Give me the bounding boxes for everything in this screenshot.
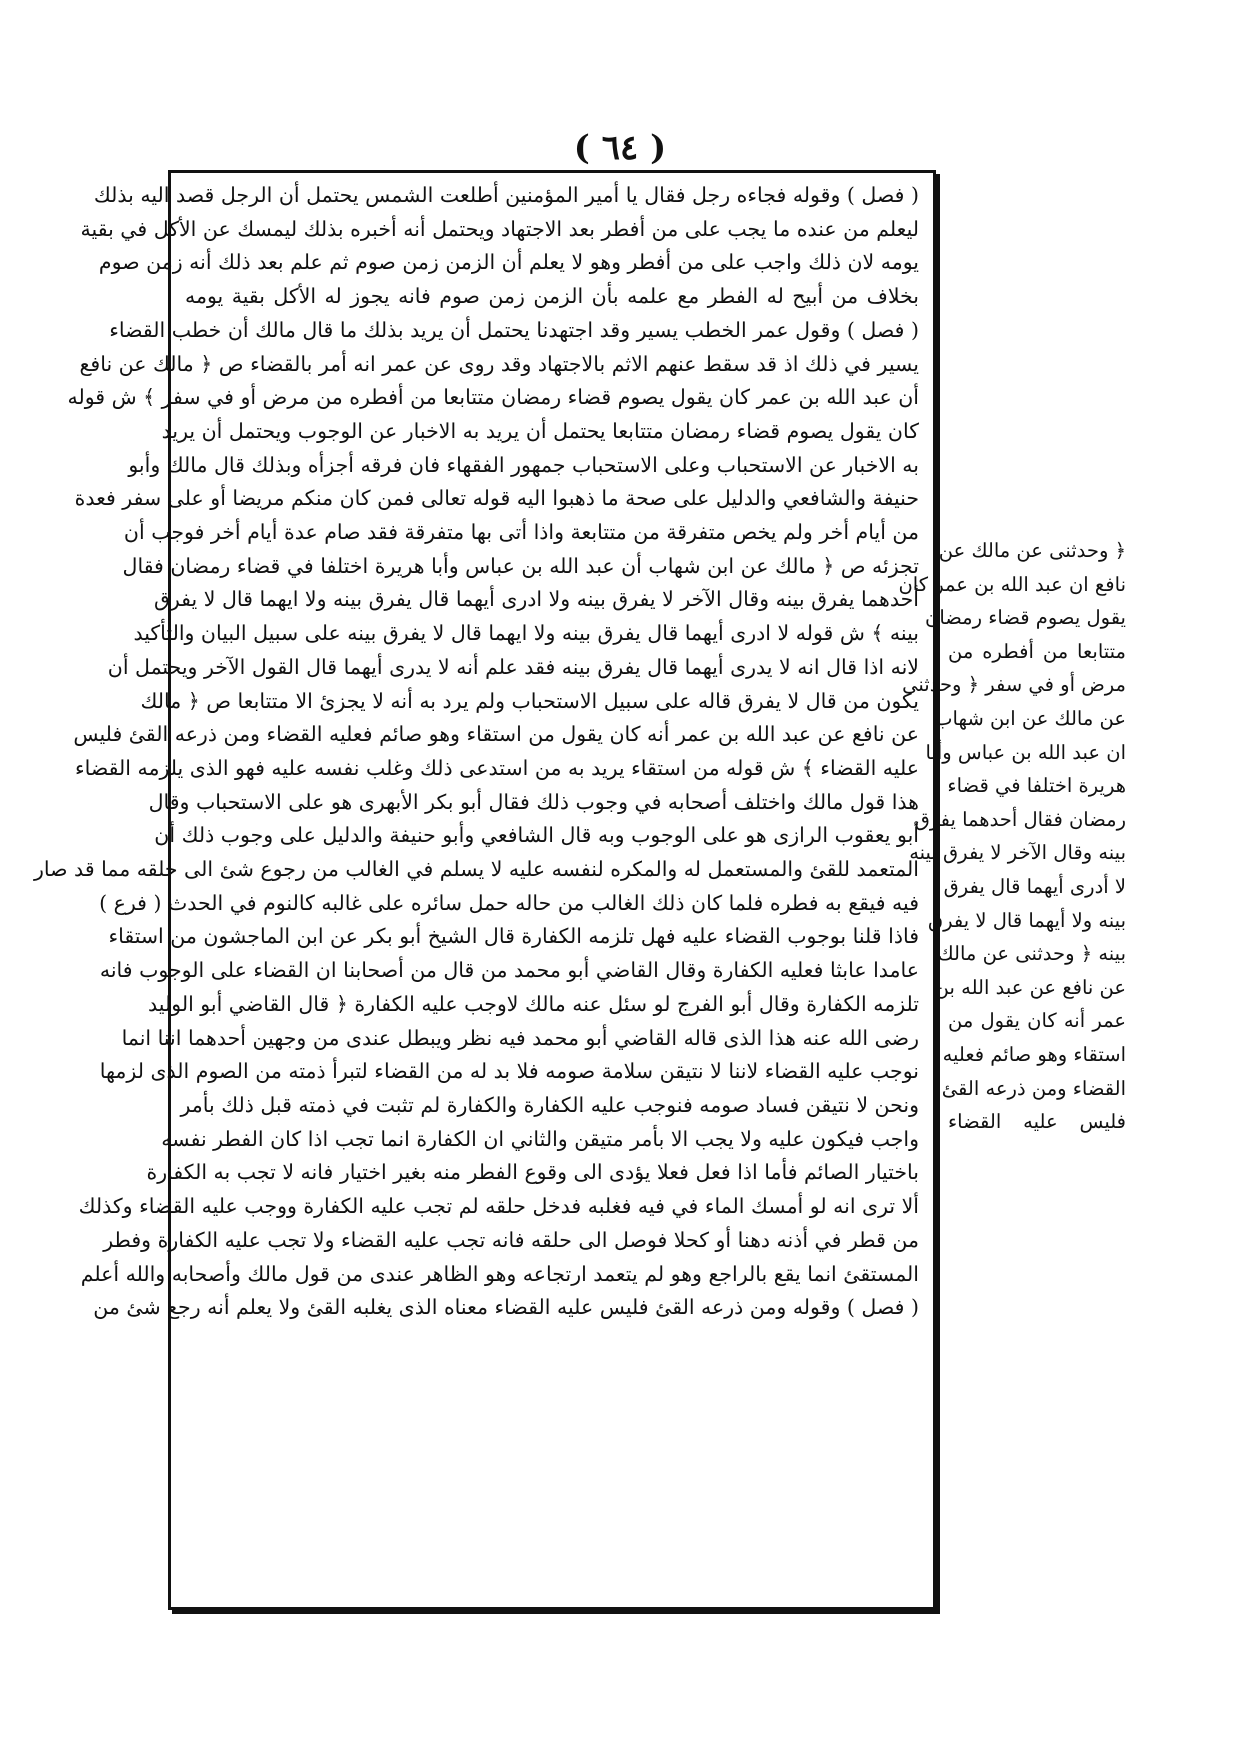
margin-line: عمر أنه كان يقول من — [948, 1009, 1126, 1033]
text-line: من أيام أخر ولم يخص متفرقة من متتابعة واذا أتى بها متفرقة فقد صام عدة أيام أخر فوجب أن — [123, 520, 919, 545]
margin-line: استقاء وهو صائم فعليه — [942, 1042, 1126, 1066]
text-line: يسير في ذلك اذ قد سقط عنهم الاثم بالاجتهاد وقد روى عن عمر انه أمر بالقضاء ص ﴿ مالك عن نافع — [79, 351, 919, 376]
text-line: فاذا قلنا بوجوب القضاء عليه فهل تلزمه الكفارة قال الشيخ أبو بكر عن ابن الماجشون من استقاء — [108, 924, 919, 949]
margin-line: مرض أو في سفر ﴿ وحدثنى — [902, 673, 1126, 697]
text-line: عليه القضاء ﴾ ش قوله من استقاء يريد به من استدعى ذلك وغلب نفسه عليه فهو الذى يلزمه القضاء — [74, 755, 919, 780]
margin-line: نافع ان عبد الله بن عمر كان — [898, 572, 1126, 596]
text-line: المتعمد للقئ والمستعمل له والمكره لنفسه عليه لا يسلم في الغالب من رجوع شئ الى حلقه مما قد صار — [33, 857, 919, 882]
text-line: نوجب عليه القضاء لاننا لا نتيقن سلامة صومه فلا بد له من القضاء لتبرأ ذمته من الصوم الذى لزمها — [99, 1059, 919, 1084]
text-line: من قطر في أذنه دهنا أو كحلا فوصل الى حلقه فانه تجب عليه القضاء ولا تجب عليه الكفارة وفطر — [103, 1227, 919, 1252]
text-line: هذا قول مالك واختلف أصحابه في وجوب ذلك فقال أبو بكر الأبهرى هو على الاستحباب وقال — [148, 789, 919, 814]
margin-hadith-text — [898, 534, 1126, 1139]
text-line: أبو يعقوب الرازى هو على الوجوب وبه قال الشافعي وأبو حنيفة والدليل على وجوب ذلك أن — [154, 823, 919, 848]
margin-line: القضاء ومن ذرعه القئ — [941, 1076, 1126, 1100]
text-line: فيه فيقع به فطره فلما كان ذلك الغالب من حاله حمل سائره على غالبه كالنوم في الحدث ( فرع ) — [99, 890, 919, 915]
text-line: ألا ترى انه لو أمسك الماء في فيه فغلبه فدخل حلقه لم تجب عليه الكفارة ووجب عليه القضاء وكذلك — [78, 1194, 919, 1219]
margin-line: عن نافع عن عبد الله بن — [934, 975, 1126, 999]
margin-line: ﴿ وحدثنى عن مالك عن — [938, 539, 1126, 562]
margin-line: ان عبد الله بن عباس وأبا — [925, 740, 1126, 764]
text-line: حنيفة والشافعي والدليل على صحة ما ذهبوا اليه قوله تعالى فمن كان منكم مريضا أو على سفر فعدة — [74, 486, 919, 511]
main-commentary-text — [33, 179, 919, 1599]
text-line: ليعلم من عنده ما يجب على من أفطر بعد الاجتهاد ويحتمل أنه أخبره بذلك ليمسك عن الأكل في بقية — [80, 216, 919, 241]
text-line: بخلاف من أبيح له الفطر مع علمه بأن الزمن زمن صوم فانه يجوز له الأكل بقية يومه — [185, 284, 919, 309]
text-line: المستقئ انما يقع بالراجع وهو لم يتعمد ارتجاعه وهو الظاهر عندى من قول مالك وأصحابه والله أعلم — [80, 1261, 919, 1286]
text-line: ( فصل ) وقوله فجاءه رجل فقال يا أمير المؤمنين أطلعت الشمس يحتمل أن الرجل قصد اليه بذلك — [93, 183, 919, 207]
text-line: أن عبد الله بن عمر كان يقول يصوم قضاء رمضان متتابعا من أفطره من مرض أو في سفر ﴾ ش قوله — [67, 385, 919, 410]
text-line: يومه لان ذلك واجب على من أفطر وهو لا يعلم أن الزمن زمن صوم ثم علم بعد ذلك أنه زمن صوم — [98, 250, 919, 275]
text-line: كان يقول يصوم قضاء رمضان متتابعا يحتمل أن يريد به الاخبار عن الوجوب ويحتمل أن يريد — [161, 418, 919, 443]
margin-line: رمضان فقال أحدهما يفرق — [914, 807, 1126, 831]
main-text-frame — [33, 170, 936, 1610]
margin-line: فليس عليه القضاء — [948, 1110, 1126, 1134]
margin-line: عن مالك عن ابن شهاب — [934, 706, 1126, 730]
margin-line: هريرة اختلفا في قضاء — [947, 774, 1126, 798]
text-line: عامدا عابثا فعليه الكفارة وقال القاضي أبو محمد من قال من أصحابنا ان القضاء على الوجوب فانه — [99, 958, 919, 983]
margin-line: بينه وقال الآخر لا يفرق بينه — [909, 841, 1126, 865]
text-line: باختيار الصائم فأما اذا فعل فعلا يؤدى الى وقوع الفطر منه بغير اختيار فانه لا تجب به الكفارة — [146, 1160, 919, 1185]
text-line: يكون من قال لا يفرق قاله على سبيل الاستحباب ولم يرد به أنه لا يجزئ الا متتابعا ص ﴿ مالك — [140, 688, 919, 713]
text-line: به الاخبار عن الاستحباب وعلى الاستحباب جمهور الفقهاء فان فرقه أجزأه وبذلك قال مالك وأبو — [128, 452, 919, 477]
margin-line: بينه ولا أيهما قال لا يفرق — [928, 908, 1126, 932]
page-number: ( ٦٤ ) — [573, 128, 667, 168]
text-line: رضى الله عنه هذا الذى قاله القاضي أبو محمد فيه نظر ويبطل عندى من وجهين أحدهما اننا انما — [121, 1025, 919, 1050]
text-line: واجب فيكون عليه ولا يجب الا بأمر متيقن والثاني ان الكفارة انما تجب اذا كان الفطر نفسه — [161, 1126, 919, 1151]
margin-line: متتابعا من أفطره من — [948, 639, 1126, 663]
text-line: لانه اذا قال انه لا يدرى أيهما قال يفرق بينه فقد علم أنه لا يدرى أيهما قال القول الآخر ويحتمل أن — [107, 654, 919, 679]
text-line: بينه ﴾ ش قوله لا ادرى أيهما قال يفرق بينه ولا ايهما قال لا يفرق بينه على سبيل البيان والتأكيد — [133, 621, 919, 646]
text-line: أحدهما يفرق بينه وقال الآخر لا يفرق بينه ولا ادرى أيهما قال يفرق بينه ولا ايهما قال لا يفرق — [153, 587, 919, 612]
text-line: تلزمه الكفارة وقال أبو الفرج لو سئل عنه مالك لاوجب عليه الكفارة ﴿ قال القاضي أبو الوليد — [148, 991, 919, 1016]
text-line: ( فصل ) وقول عمر الخطب يسير وقد اجتهدنا يحتمل أن يريد بذلك ما قال مالك أن خطب القضاء — [109, 317, 919, 342]
margin-line: لا أدرى أيهما قال يفرق — [943, 874, 1126, 898]
text-line: تجزئه ص ﴿ مالك عن ابن شهاب أن عبد الله بن عباس وأبا هريرة اختلفا في قضاء رمضان فقال — [122, 553, 919, 578]
text-line: عن نافع عن عبد الله بن عمر أنه كان يقول من استقاء وهو صائم فعليه القضاء ومن ذرعه القئ فليس — [73, 722, 919, 747]
text-line: ( فصل ) وقوله ومن ذرعه القئ فليس عليه القضاء معناه الذى يغلبه القئ ولا يعلم أنه رجع شئ من — [93, 1295, 919, 1320]
margin-line: يقول يصوم قضاء رمضان — [925, 606, 1126, 630]
margin-line: بينه ﴿ وحدثنى عن مالك — [937, 942, 1126, 966]
text-line: ونحن لا نتيقن فساد صومه فنوجب عليه الكفارة والكفارة لم تثبت في ذمته قبل ذلك بأمر — [180, 1092, 919, 1117]
